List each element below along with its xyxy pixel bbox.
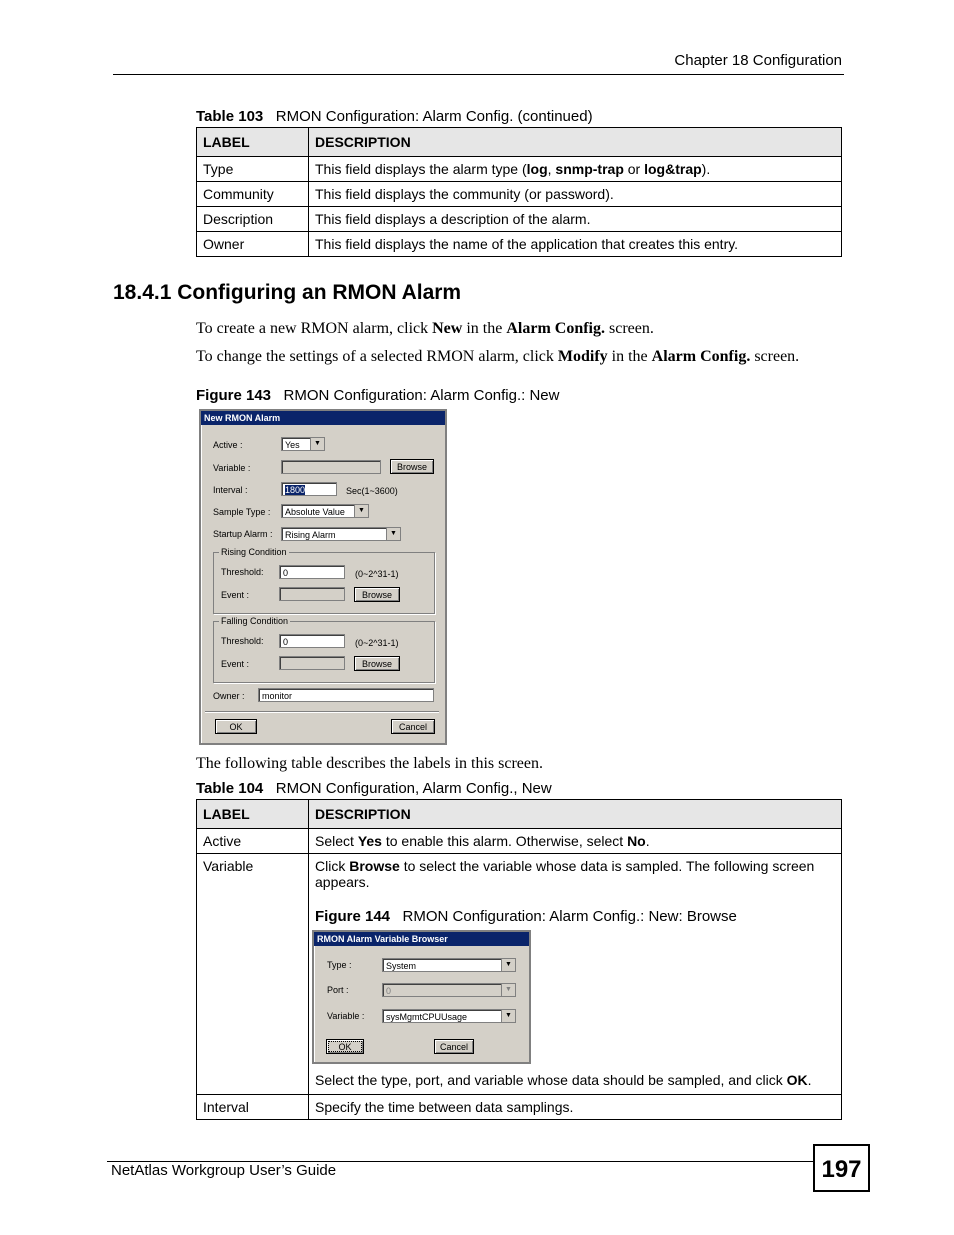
following-text: The following table describes the labels in this screen. [196,755,544,772]
falling-event-browse-button[interactable]: Browse [354,656,400,671]
col-label-header: LABEL [197,800,309,829]
table-104 [196,799,842,1120]
rising-event-browse-button[interactable]: Browse [354,587,400,602]
new-rmon-alarm-dialog: New RMON Alarm Active : Yes ▼ Variable : Browse Interval : 1800 Sec(1~3600) Sample Type : Absolute Value ▼ Startup Alarm : Rising Alarm ▼ Rising Condition Threshold: 0 (0~2^31-1) Event : Browse Falling Condition Threshold: 0 (0~2^31-1) Event : Browse Owner : monitor OK Cancel [199,409,447,745]
sample-type-select[interactable]: Absolute Value ▼ [281,504,369,518]
table-row: Owner This field displays the name of the application that creates this entry. [197,232,842,257]
browser-ok-button[interactable]: OK [326,1039,364,1054]
variable-field [281,460,381,474]
col-description-header: DESCRIPTION [309,800,842,829]
table-row: Description This field displays a description of the alarm. [197,207,842,232]
chevron-down-icon: ▼ [501,1010,515,1022]
dialog-divider [205,711,439,713]
figure-143-caption: Figure 143 RMON Configuration: Alarm Config.: New [196,387,560,404]
chevron-down-icon: ▼ [354,505,368,517]
falling-event-field [279,656,345,670]
falling-condition-group [213,621,435,683]
chevron-down-icon: ▼ [386,528,400,540]
page-number: 197 [813,1144,870,1192]
paragraph-change: To change the settings of a selected RMON alarm, click Modify in the Alarm Config. screen. [196,348,800,365]
chevron-down-icon: ▼ [501,959,515,971]
chevron-down-icon: ▼ [310,438,324,450]
falling-threshold-input[interactable]: 0 [279,634,345,648]
owner-input[interactable]: monitor [258,688,434,702]
table-row: Type This field displays the alarm type (log, snmp-trap or log&trap). [197,157,842,182]
col-description-header: DESCRIPTION [309,128,842,157]
table-row: Variable Click Browse to select the variable whose data is sampled. The following screen appears. Figure 144 RMON Configuration: Alarm Config.: New: Browse RMON Alarm Variable Browser Type : System ▼ Port : 0 ▼ Variable : sysMgmtCPUUsage ▼ OK Cancel Select the type, port, and variable whose data should be sampled, and click OK. [197,854,842,1095]
table-103-caption: Table 103 RMON Configuration: Alarm Config. (continued) [196,108,593,125]
col-label-header: LABEL [197,128,309,157]
rising-event-field [279,587,345,601]
interval-input[interactable]: 1800 [281,482,337,496]
browser-dialog-title: RMON Alarm Variable Browser [314,932,529,946]
section-title: 18.4.1 Configuring an RMON Alarm [113,281,462,304]
cancel-button[interactable]: Cancel [391,719,435,734]
paragraph-create: To create a new RMON alarm, click New in the Alarm Config. screen. [196,320,654,337]
chapter-header: Chapter 18 Configuration [674,52,842,69]
table-103 [196,127,842,257]
chevron-down-icon: ▼ [501,984,515,996]
variable-select[interactable]: sysMgmtCPUUsage ▼ [382,1009,516,1023]
table-row: Interval Specify the time between data samplings. [197,1095,842,1120]
table-row: Community This field displays the community (or password). [197,182,842,207]
dialog-title: New RMON Alarm [201,411,445,425]
footer-guide-title: NetAtlas Workgroup User’s Guide [111,1162,337,1179]
header-rule [113,74,844,75]
table-row: Active Select Yes to enable this alarm. Otherwise, select No. [197,829,842,854]
active-select[interactable]: Yes ▼ [281,437,325,451]
startup-alarm-select[interactable]: Rising Alarm ▼ [281,527,401,541]
rising-threshold-input[interactable]: 0 [279,565,345,579]
variable-browse-button[interactable]: Browse [390,459,434,474]
type-select[interactable]: System ▼ [382,958,516,972]
rising-condition-group [213,552,435,614]
ok-button[interactable]: OK [215,719,257,734]
browser-cancel-button[interactable]: Cancel [434,1039,474,1054]
table-104-caption: Table 104 RMON Configuration, Alarm Config., New [196,780,552,797]
port-select: 0 ▼ [382,983,516,997]
rmon-alarm-variable-browser-dialog: RMON Alarm Variable Browser Type : System ▼ Port : 0 ▼ Variable : sysMgmtCPUUsage ▼ OK Cancel [312,930,531,1064]
figure-144-caption: Figure 144 RMON Configuration: Alarm Config.: New: Browse [315,908,737,925]
